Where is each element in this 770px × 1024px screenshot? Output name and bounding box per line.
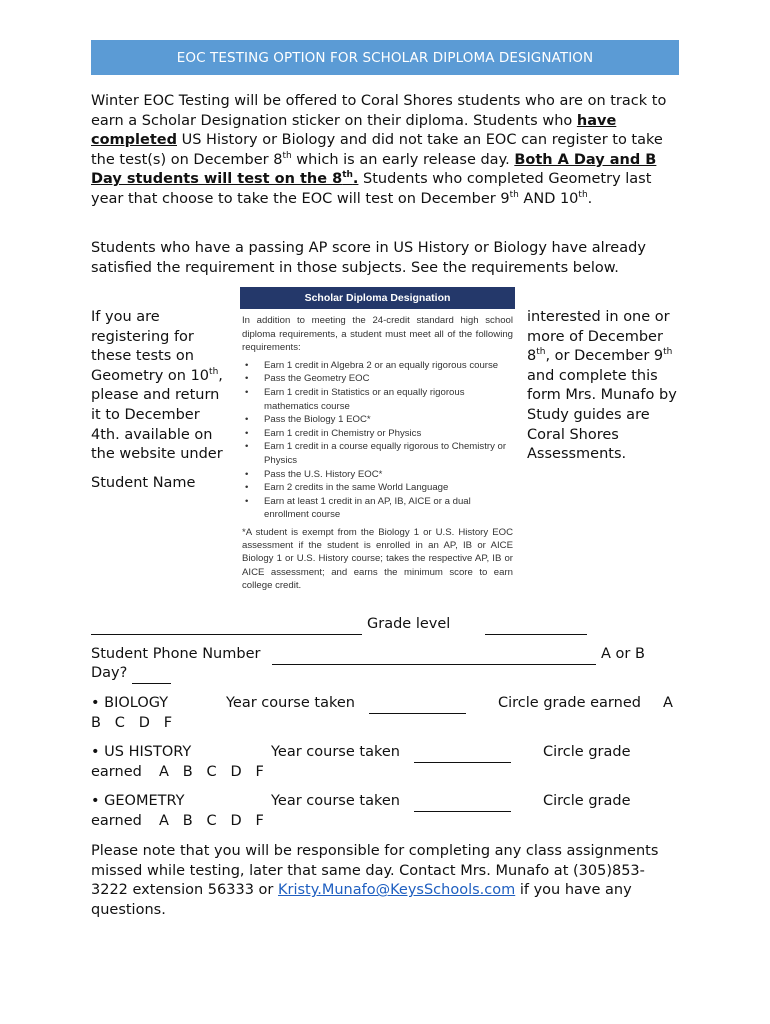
us-history-label: • US HISTORY [91,744,192,760]
a-or-b-label: A or B [601,646,645,662]
geometry-year-label: Year course taken [271,793,400,809]
requirements-list [240,359,515,522]
contact-paragraph: Please note that you will be responsible for completing any class assignments missed while testing, later that same day. Contact Mrs. Munafo at (305)853-3222 extension 56333 or Kristy.Munafo@KeysSchools.com if you have any questions. [91,843,659,918]
right-column-text: interested in one or more of December 8th, or December 9th and complete this form Mrs. Munafo by Study guides are Coral Shores Assessments. [527,309,677,463]
ap-note-paragraph: Students who have a passing AP score in US History or Biology have already satisfied the requirement in those subjects. See the requirements below. [91,240,646,276]
day-field[interactable] [132,669,171,684]
requirement-item: • Pass the Biology 1 EOC* [242,413,515,427]
student-name-label: Student Name [91,474,196,491]
biology-label: • BIOLOGY [91,695,169,711]
biology-grade-options[interactable]: B C D F [91,715,173,731]
phone-label: Student Phone Number [91,646,261,662]
us-history-year-label: Year course taken [271,744,400,760]
phone-field[interactable] [272,650,596,665]
grade-level-label: Grade level [367,616,451,632]
figure-title: Scholar Diploma Designation [240,287,515,309]
biology-grade-a[interactable]: A [663,695,673,711]
left-column-text: If you are registering for these tests on Geometry on 10th, please and return it to December 4th. available on the website under Student Name [91,308,231,493]
biology-year-label: Year course taken [226,695,355,711]
requirement-item: • Earn 1 credit in Statistics or an equally rigorous mathematics course [242,386,515,413]
geometry-grade-options[interactable]: A B C D F [159,813,264,829]
student-name-field[interactable] [91,620,362,635]
banner-title: EOC TESTING OPTION FOR SCHOLAR DIPLOMA DESIGNATION [91,40,679,75]
requirement-item: • Earn 1 credit in a course equally rigorous to Chemistry or Physics [242,440,515,467]
geometry-circle-grade-label: Circle grade [543,793,631,809]
requirement-item: • Earn 2 credits in the same World Language [242,481,515,495]
requirement-item: • Pass the Geometry EOC [242,372,515,386]
intro-paragraph: Winter EOC Testing will be offered to Coral Shores students who are on track to earn a Scholar Designation sticker on their diploma. Students who have completed US History or Biology and did not take an EOC can register to take the test(s) on December 8th which is an early release day. Both A Day and B Day students will test on the 8th. Students who completed Geometry last year that choose to take the EOC will test on December 9th AND 10th. [91,93,667,207]
figure-footnote: *A student is exempt from the Biology 1 or U.S. History EOC assessment if the student is enrolled in an AP, IB or AICE Biology 1 or U.S. History course; takes the respective AP, IB or AICE assessment; and earns the minimum score to earn college credit. [242,526,513,591]
biology-year-field[interactable] [369,699,466,714]
grade-level-field[interactable] [485,620,587,635]
geometry-earned-label: earned [91,813,142,829]
requirement-item: • Earn 1 credit in Chemistry or Physics [242,427,515,441]
email-link[interactable]: Kristy.Munafo@KeysSchools.com [278,882,516,899]
figure-intro: In addition to meeting the 24-credit standard high school diploma requirements, a student must meet all of the following requirements: [242,315,513,354]
requirement-item: • Pass the U.S. History EOC* [242,468,515,482]
us-history-year-field[interactable] [414,748,511,763]
us-history-grade-options[interactable]: A B C D F [159,764,264,780]
biology-circle-grade-label: Circle grade earned [498,695,641,711]
scholar-diploma-figure [240,287,515,614]
requirement-item: • Earn at least 1 credit in an AP, IB, AICE or a dual enrollment course [242,495,515,522]
us-history-circle-grade-label: Circle grade [543,744,631,760]
geometry-year-field[interactable] [414,797,511,812]
day-label: Day? [91,665,128,681]
geometry-label: • GEOMETRY [91,793,185,809]
us-history-earned-label: earned [91,764,142,780]
requirement-item: • Earn 1 credit in Algebra 2 or an equally rigorous course [242,359,515,373]
